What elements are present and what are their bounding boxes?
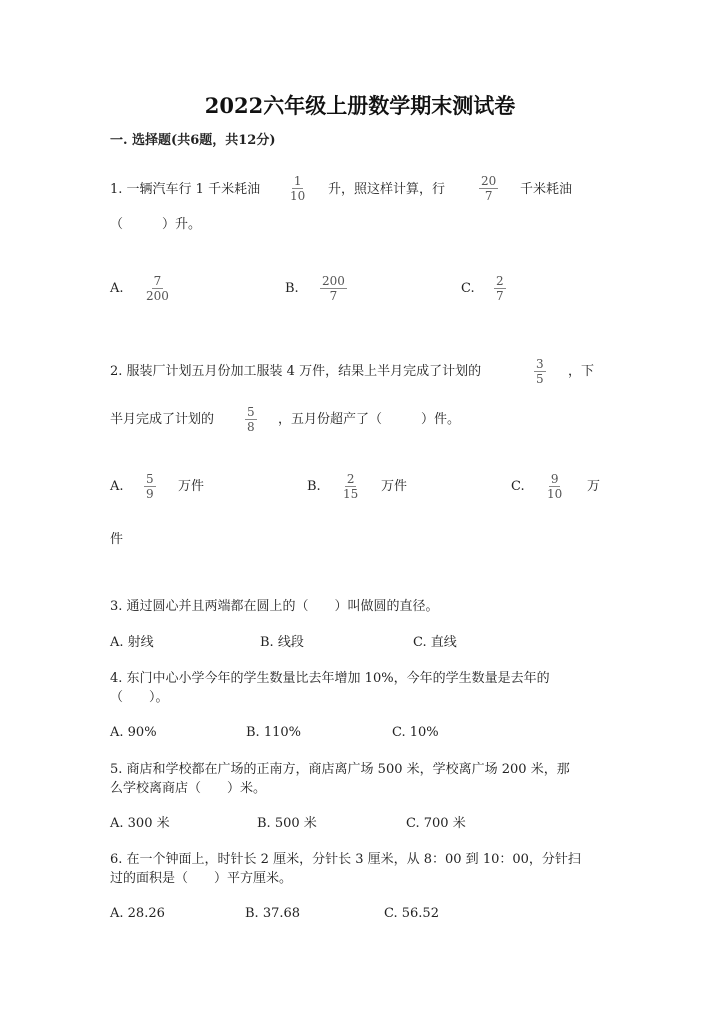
page-title: 2022六年级上册数学期末测试卷 (204, 93, 516, 118)
denominator: 7 (484, 189, 493, 203)
q5-option-a: A. 300 米 (110, 816, 170, 831)
q4-text: 4. 东门中心小学今年的学生数量比去年增加 10%，今年的学生数量是去年的 (110, 671, 550, 686)
q4-option-c: C. 10% (392, 725, 439, 740)
denominator: 10 (290, 189, 306, 203)
q1-option-a-fraction (144, 274, 171, 303)
q1-text-3: 千米耗油 (520, 182, 573, 197)
q1-text-1: 1. 一辆汽车行 1 千米耗油 (110, 182, 261, 197)
q4-option-a: A. 90% (110, 725, 157, 740)
denominator: 9 (146, 487, 154, 501)
denominator: 7 (496, 289, 504, 303)
q6-option-b: B. 37.68 (245, 906, 301, 921)
q3-text: 3. 通过圆心并且两端都在圆上的（ ）叫做圆的直径。 (110, 599, 439, 614)
q2-option-a-label: A. (110, 479, 124, 494)
q2-text-2: ，下 (568, 364, 595, 379)
q1-fraction-2 (479, 174, 498, 203)
q6-text-line2: 过的面积是（ ）平方厘米。 (110, 871, 293, 886)
q2-text-3: 半月完成了计划的 (110, 412, 215, 427)
numerator: 7 (153, 274, 162, 288)
denominator: 5 (536, 372, 544, 386)
q2-option-c-label: C. (511, 479, 525, 494)
q4-text-line2: （ ）。 (110, 690, 169, 705)
q2-text-4: ，五月份超产了（ ）件。 (278, 412, 461, 427)
denominator: 15 (343, 487, 359, 501)
q5-text-line2: 么学校离商店（ ）米。 (110, 781, 267, 796)
numerator: 5 (247, 405, 255, 419)
q2-text-1: 2. 服装厂计划五月份加工服装 4 万件，结果上半月完成了计划的 (110, 364, 482, 379)
q2-option-c-wrap: 件 (110, 532, 124, 547)
denominator: 200 (146, 289, 169, 303)
q6-option-a: A. 28.26 (110, 906, 165, 921)
q1-text-line2: （ ）升。 (110, 217, 202, 232)
numerator: 9 (550, 472, 559, 486)
q1-text-2: 升，照这样计算，行 (328, 182, 446, 197)
numerator: 20 (481, 174, 497, 188)
q2-option-a-fraction (144, 472, 156, 501)
q1-option-c-fraction (494, 274, 506, 303)
numerator: 3 (536, 357, 544, 371)
q2-fraction-1 (534, 357, 546, 386)
q3-option-b: B. 线段 (260, 635, 304, 650)
q1-option-b-fraction (320, 274, 347, 303)
numerator: 200 (322, 274, 345, 288)
q5-option-c: C. 700 米 (406, 816, 466, 831)
q2-option-c-unit: 万 (587, 479, 601, 494)
q1-fraction-1 (288, 174, 307, 203)
numerator: 5 (146, 472, 154, 486)
q1-option-a-label: A. (110, 281, 124, 296)
numerator: 2 (496, 274, 504, 288)
q2-option-b-label: B. (307, 479, 321, 494)
q2-option-b-unit: 万件 (381, 479, 408, 494)
numerator: 1 (293, 174, 302, 188)
q2-option-c-fraction (545, 472, 564, 501)
denominator: 7 (329, 289, 338, 303)
q6-option-c: C. 56.52 (384, 906, 439, 921)
denominator: 8 (247, 420, 255, 434)
q4-option-b: B. 110% (246, 725, 301, 740)
q5-option-b: B. 500 米 (257, 816, 317, 831)
q2-option-a-unit: 万件 (178, 479, 205, 494)
q3-option-a: A. 射线 (110, 635, 154, 650)
section-heading: 一. 选择题(共6题，共12分) (110, 133, 276, 148)
denominator: 10 (547, 487, 563, 501)
q2-option-b-fraction (341, 472, 360, 501)
q1-option-c-label: C. (461, 281, 475, 296)
q1-option-b-label: B. (285, 281, 299, 296)
q3-option-c: C. 直线 (413, 635, 457, 650)
numerator: 2 (346, 472, 355, 486)
q6-text: 6. 在一个钟面上，时针长 2 厘米，分针长 3 厘米，从 8：00 到 10：00，分针扫 (110, 852, 581, 867)
q2-fraction-2 (245, 405, 257, 434)
q5-text: 5. 商店和学校都在广场的正南方，商店离广场 500 米，学校离广场 200 米，那 (110, 762, 570, 777)
